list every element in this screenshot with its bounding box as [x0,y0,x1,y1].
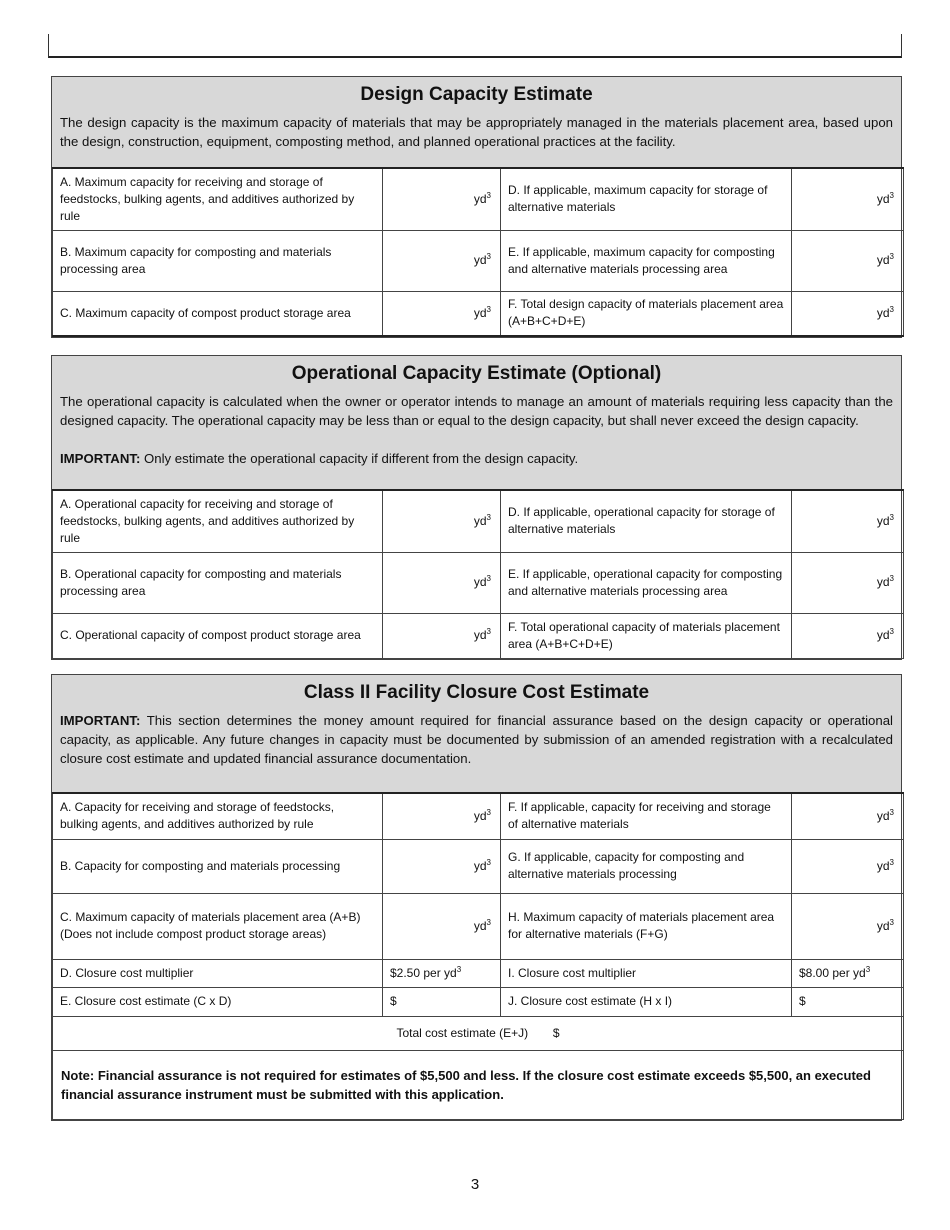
design-row-c-input[interactable]: $yd^3$ [383,291,501,336]
closure-cost-title: Class II Facility Closure Cost Estimate [303,682,650,703]
operational-row-a-label: A. Operational capacity for receiving and storage of feedstocks, bulking agents, and additives authorized by rule [53,490,383,552]
closure-cost-header [52,675,901,792]
closure-row-f-label: F. If applicable, capacity for receiving and storage of alternative materials [501,793,792,839]
table-row [53,793,904,839]
design-row-a-label: A. Maximum capacity for receiving and storage of feedstocks, bulking agents, and additives authorized by rule [53,168,383,230]
operational-row-d-label: D. If applicable, operational capacity for storage of alternative materials [501,490,792,552]
design-row-b-input[interactable]: $yd^3$ [383,230,501,291]
operational-row-e-input[interactable]: $yd^3$ [792,552,904,613]
design-capacity-description: The design capacity is the maximum capacity of materials that may be appropriately managed in the materials placement area, based upon the design, construction, equipment, composting method, and planned operational practices at the facility. [60,115,893,149]
closure-row-c-label: C. Maximum capacity of materials placement area (A+B) (Does not include compost product storage areas) [53,893,383,959]
table-row [53,291,904,336]
closure-cost-section [51,674,902,1121]
closure-row-b-input[interactable]: $yd^3$ [383,839,501,893]
table-row [53,893,904,959]
design-row-c-label: C. Maximum capacity of compost product storage area [53,291,383,336]
table-row [53,839,904,893]
closure-row-h-input[interactable]: $yd^3$ [792,893,904,959]
operational-row-e-label: E. If applicable, operational capacity for composting and alternative materials processing area [501,552,792,613]
financial-assurance-note: Note: Financial assurance is not required for estimates of $5,500 and less. If the closure cost estimate exceeds $5,500, an executed financial assurance instrument must be submitted with this application. [53,1050,904,1119]
operational-row-b-label: B. Operational capacity for composting and materials processing area [53,552,383,613]
table-row [53,613,904,658]
closure-row-a-label: A. Capacity for receiving and storage of feedstocks, bulking agents, and additives authorized by rule [53,793,383,839]
operational-row-a-input[interactable]: $yd^3$ [383,490,501,552]
design-row-f-label: F. Total design capacity of materials placement area (A+B+C+D+E) [501,291,792,336]
closure-row-d-multiplier: $2.50 per $yd^3$ [383,959,501,987]
total-cost-label: Total cost estimate (E+J) [396,1025,529,1040]
design-capacity-section [51,76,902,338]
closure-row-e-label: E. Closure cost estimate (C x D) [53,987,383,1016]
operational-capacity-description: The operational capacity is calculated when the owner or operator intends to manage an amount of materials requiring less capacity than the designed capacity. The operational capacity may be less than or equal to the design capacity, but shall never exceed the design capacity. [60,394,893,428]
closure-row-e-input[interactable]: $ [383,987,501,1016]
previous-section-box-bottom [48,34,902,58]
table-row [53,987,904,1016]
closure-row-g-input[interactable]: $yd^3$ [792,839,904,893]
design-row-a-input[interactable]: $yd^3$ [383,168,501,230]
closure-row-b-label: B. Capacity for composting and materials processing [53,839,383,893]
design-capacity-header [52,77,901,167]
operational-row-c-label: C. Operational capacity of compost product storage area [53,613,383,658]
table-row [53,1016,904,1050]
closure-row-j-input[interactable]: $ [792,987,904,1016]
closure-important-note: IMPORTANT: This section determines the money amount required for financial assurance based on the design capacity or operational capacity, as applicable. Any future changes in capacity must be documented by submission of an amended registration with a recalculated closure cost estimate and updated financial assurance documentation. [60,713,893,766]
closure-row-h-label: H. Maximum capacity of materials placement area for alternative materials (F+G) [501,893,792,959]
table-row [53,168,904,230]
closure-row-g-label: G. If applicable, capacity for composting and alternative materials processing [501,839,792,893]
closure-row-i-multiplier: $8.00 per $yd^3$ [792,959,904,987]
design-row-e-label: E. If applicable, maximum capacity for composting and alternative materials processing area [501,230,792,291]
operational-important-note: IMPORTANT: Only estimate the operational capacity if different from the design capacity. [60,451,579,466]
table-row [53,959,904,987]
operational-capacity-title: Operational Capacity Estimate (Optional) [291,363,662,384]
design-row-e-input[interactable]: $yd^3$ [792,230,904,291]
page-number: 3 [470,1176,480,1193]
design-capacity-title: Design Capacity Estimate [360,84,593,105]
table-row [53,490,904,552]
closure-row-j-label: J. Closure cost estimate (H x I) [501,987,792,1016]
operational-row-f-label: F. Total operational capacity of materials placement area (A+B+C+D+E) [501,613,792,658]
closure-row-f-input[interactable]: $yd^3$ [792,793,904,839]
operational-capacity-section [51,355,902,660]
total-cost-estimate[interactable] [53,1016,904,1050]
operational-row-c-input[interactable]: $yd^3$ [383,613,501,658]
closure-row-a-input[interactable]: $yd^3$ [383,793,501,839]
table-row [53,1050,904,1119]
operational-capacity-table [52,489,904,659]
operational-row-d-input[interactable]: $yd^3$ [792,490,904,552]
operational-row-f-input[interactable]: $yd^3$ [792,613,904,658]
closure-row-d-label: D. Closure cost multiplier [53,959,383,987]
design-capacity-table [52,167,904,337]
closure-cost-table [52,792,904,1120]
table-row [53,552,904,613]
design-row-d-input[interactable]: $yd^3$ [792,168,904,230]
operational-row-b-input[interactable]: $yd^3$ [383,552,501,613]
table-row [53,230,904,291]
closure-row-c-input[interactable]: $yd^3$ [383,893,501,959]
closure-row-i-label: I. Closure cost multiplier [501,959,792,987]
operational-capacity-header [52,356,901,489]
design-row-f-input[interactable]: $yd^3$ [792,291,904,336]
design-row-b-label: B. Maximum capacity for composting and materials processing area [53,230,383,291]
design-row-d-label: D. If applicable, maximum capacity for storage of alternative materials [501,168,792,230]
total-cost-value[interactable]: $ [552,1025,560,1040]
